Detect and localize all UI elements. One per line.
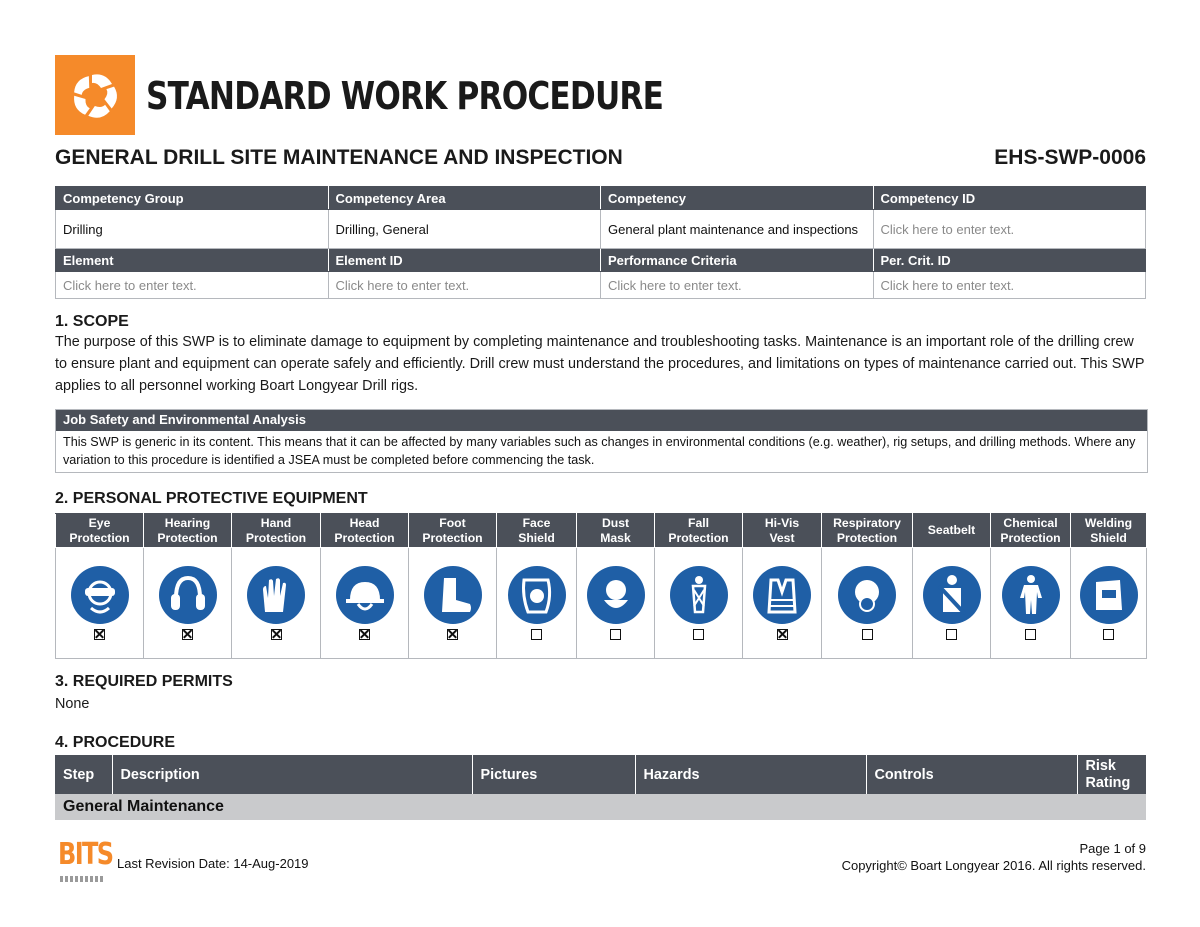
copyright: Copyright© Boart Longyear 2016. All rights reserved. [841,858,1146,873]
page-number: Page 1 of 9 [1079,841,1146,856]
pictures-column-header: Pictures [472,755,635,794]
ppe-header-2 [232,514,321,548]
scope-text: The purpose of this SWP is to eliminate damage to equipment by completing maintenance and troubleshooting tasks. Maintenance is an important role of the drilling crew to ensure plant and equipment can operate safely and efficiently. Drill crew must understand the procedures, and limitations on types of maintenance carried out. This SWP applies to all personnel working Boart Longyear Drill rigs. [55,334,1145,394]
ppe-header-12 [1071,514,1147,548]
jsea-text: This SWP is generic in its content. This means that it can be affected by many variables such as changes in environmental conditions (e.g. weather), rig setups, and drilling methods. Where any variation to this procedure is identified a JSEA must be completed before commencing the task. [63,435,1136,467]
jsea-heading: Job Safety and Environmental Analysis [56,410,1147,431]
ppe-checkbox[interactable] [447,629,458,640]
ppe-label-line2: Protection [69,530,130,545]
ppe-cell-12 [1071,548,1147,659]
element-header: Element [56,249,329,272]
ppe-checkbox[interactable] [862,629,873,640]
bits-logo-bar [60,876,104,882]
permits-text: None [55,696,90,712]
ppe-label-line1: Welding [1084,515,1133,530]
ppe-cell-4 [409,548,497,659]
section-title: General Maintenance [55,794,1146,820]
ppe-checkbox[interactable] [1025,629,1036,640]
ppe-checkbox[interactable] [94,629,105,640]
ppe-table [55,513,1147,659]
competency-table [55,186,1146,299]
ppe-cell-11 [991,548,1071,659]
ppe-checkbox[interactable] [777,629,788,640]
dust-mask-icon [587,566,645,624]
pinwheel-icon [55,55,135,135]
ppe-label-line1: Hand [260,515,292,530]
ppe-label-line1: Fall [688,515,709,530]
ppe-label-line1: Head [349,515,380,530]
ppe-label-line1: Foot [439,515,466,530]
ppe-header-5 [497,514,577,548]
banner-title: STANDARD WORK PROCEDURE [146,74,664,118]
ppe-label-line2: Protection [334,530,395,545]
face-shield-icon [508,566,566,624]
description-column-header: Description [112,755,472,794]
ppe-header-8 [743,514,822,548]
boot-icon [424,566,482,624]
competency-group-value: Drilling [56,210,329,249]
welding-shield-icon [1080,566,1138,624]
performance-criteria-header: Performance Criteria [601,249,874,272]
bits-logo: BITS [58,837,113,872]
gloves-icon [247,566,305,624]
ppe-label-line2: Protection [836,530,898,545]
permits-heading: 3. REQUIRED PERMITS [55,673,233,690]
competency-area-header: Competency Area [328,187,601,210]
controls-column-header: Controls [866,755,1077,794]
ppe-checkbox[interactable] [610,629,621,640]
ppe-checkbox[interactable] [531,629,542,640]
ppe-label-line2: Protection [245,530,307,545]
ppe-label-line1: Hearing [164,515,211,530]
competency-id-header: Competency ID [873,187,1146,210]
element-field[interactable]: Click here to enter text. [56,272,329,299]
element-id-field[interactable]: Click here to enter text. [328,272,601,299]
ppe-checkbox[interactable] [1103,629,1114,640]
ppe-cell-9 [822,548,913,659]
ppe-label-line1: Face [522,515,551,530]
ppe-cell-0 [56,548,144,659]
competency-group-header: Competency Group [56,187,329,210]
ppe-header-4 [409,514,497,548]
ppe-header-3 [321,514,409,548]
ppe-label-line2: Protection [422,530,483,545]
hard-hat-icon [336,566,394,624]
ppe-label-line1: Hi-Vis [764,515,800,530]
ppe-header-6 [577,514,655,548]
footer-right [842,840,1146,874]
ear-muffs-icon [159,566,217,624]
ppe-label-line2: Shield [518,530,555,545]
ppe-checkbox[interactable] [359,629,370,640]
ppe-cell-8 [743,548,822,659]
ppe-label-line2: Protection [157,530,218,545]
goggles-icon [71,566,129,624]
vest-icon [753,566,811,624]
ppe-header-10 [913,514,991,548]
ppe-cell-2 [232,548,321,659]
ppe-label-line1: Dust [601,515,630,530]
document-code: EHS-SWP-0006 [994,146,1146,169]
ppe-checkbox[interactable] [182,629,193,640]
ppe-cell-10 [913,548,991,659]
competency-id-field[interactable]: Click here to enter text. [873,210,1146,249]
seatbelt-icon [923,566,981,624]
ppe-header-1 [144,514,232,548]
competency-value: General plant maintenance and inspections [601,210,874,249]
ppe-heading: 2. PERSONAL PROTECTIVE EQUIPMENT [55,490,368,507]
ppe-label-line2: Mask [600,530,631,545]
harness-icon [670,566,728,624]
procedure-heading: 4. PROCEDURE [55,734,176,751]
ppe-header-7 [655,514,743,548]
coverall-icon [1002,566,1060,624]
ppe-checkbox[interactable] [271,629,282,640]
jsea-box [55,409,1148,473]
per-crit-id-field[interactable]: Click here to enter text. [873,272,1146,299]
ppe-label-line1: Respiratory [833,515,901,530]
ppe-label-line2: Vest [769,530,795,545]
ppe-label-line2: Shield [1090,530,1127,545]
ppe-cell-3 [321,548,409,659]
risk-rating-column-header: Risk Rating [1077,755,1146,794]
ppe-label-line2: Protection [668,530,729,545]
ppe-label-line1: Chemical [1003,515,1058,530]
competency-area-value: Drilling, General [328,210,601,249]
scope-heading: 1. SCOPE [55,313,129,330]
ppe-cell-6 [577,548,655,659]
respirator-icon [838,566,896,624]
company-logo [55,55,135,135]
element-id-header: Element ID [328,249,601,272]
revision-date: Last Revision Date: 14-Aug-2019 [117,856,309,871]
hazards-column-header: Hazards [635,755,866,794]
competency-header: Competency [601,187,874,210]
procedure-table [55,755,1146,820]
ppe-label-line2: Protection [1000,530,1061,545]
step-column-header: Step [55,755,112,794]
ppe-header-0 [56,514,144,548]
ppe-header-9 [822,514,913,548]
ppe-cell-1 [144,548,232,659]
ppe-checkbox[interactable] [693,629,704,640]
ppe-checkbox[interactable] [946,629,957,640]
ppe-cell-5 [497,548,577,659]
ppe-header-11 [991,514,1071,548]
document-title: GENERAL DRILL SITE MAINTENANCE AND INSPECTION [55,146,623,169]
performance-criteria-field[interactable]: Click here to enter text. [601,272,874,299]
ppe-label-line1: Eye [88,515,111,530]
per-crit-id-header: Per. Crit. ID [873,249,1146,272]
ppe-cell-7 [655,548,743,659]
ppe-label-line1: Seatbelt [927,523,976,537]
